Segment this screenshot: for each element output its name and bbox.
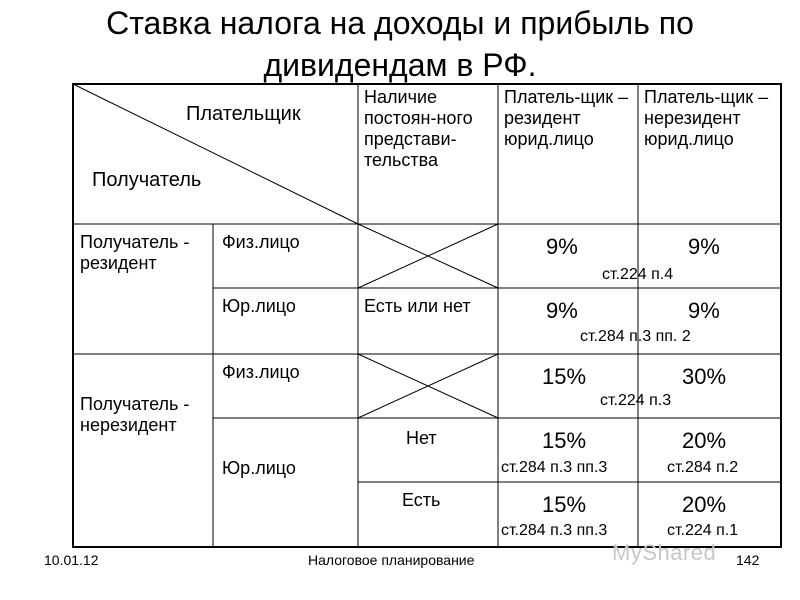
row4-resident-rate: 15% (542, 428, 587, 453)
resident-receiver-label: Получатель - резидент (80, 232, 190, 273)
footer-title: Налоговое планирование (308, 552, 475, 568)
footer-date: 10.01.12 (44, 552, 99, 568)
payer-label: Плательщик (186, 103, 301, 125)
row1-resident-rate: 9% (546, 234, 578, 259)
row5-resident-reference: ст.284 п.3 пп.3 (501, 522, 608, 539)
row1-nonresident-rate: 9% (688, 234, 720, 259)
row5-nonresident-rate: 20% (682, 492, 727, 517)
row4-type: Юр.лицо (222, 458, 296, 478)
row2-type: Юр.лицо (222, 296, 296, 316)
receiver-label: Получатель (92, 169, 202, 191)
row5-nonresident-reference: ст.224 п.1 (667, 522, 739, 539)
row4-presence-no: Нет (406, 428, 437, 448)
watermark-logo: MyShared (612, 540, 717, 565)
row4-resident-reference: ст.284 п.3 пп.3 (501, 459, 608, 476)
row3-reference: ст.224 п.3 (600, 392, 672, 409)
row2-presence: Есть или нет (364, 296, 471, 316)
row3-nonresident-rate: 30% (682, 364, 727, 389)
row4-nonresident-rate: 20% (682, 428, 727, 453)
row3-type: Физ.лицо (222, 362, 300, 382)
row1-reference: ст.224 п.4 (602, 266, 674, 283)
row2-nonresident-rate: 9% (688, 298, 720, 323)
row5-presence-yes: Есть (402, 490, 441, 510)
row3-resident-rate: 15% (542, 364, 587, 389)
header-resident-payer: Платель-щик – резидент юрид.лицо (504, 87, 629, 149)
header-nonresident-payer: Платель-щик – нерезидент юрид.лицо (644, 87, 769, 149)
row2-reference: ст.284 п.3 пп. 2 (580, 328, 691, 345)
footer-page-number: 142 (736, 552, 760, 568)
row2-resident-rate: 9% (546, 298, 578, 323)
header-presence: Наличие постоян-ного представи-тельства (364, 87, 473, 170)
page-title: Ставка налога на доходы и прибыль по дивидендам в РФ. (106, 5, 694, 83)
row5-resident-rate: 15% (542, 492, 587, 517)
row4-nonresident-reference: ст.284 п.2 (667, 459, 739, 476)
nonresident-receiver-label: Получатель - нерезидент (80, 394, 190, 435)
row1-type: Физ.лицо (222, 232, 300, 252)
